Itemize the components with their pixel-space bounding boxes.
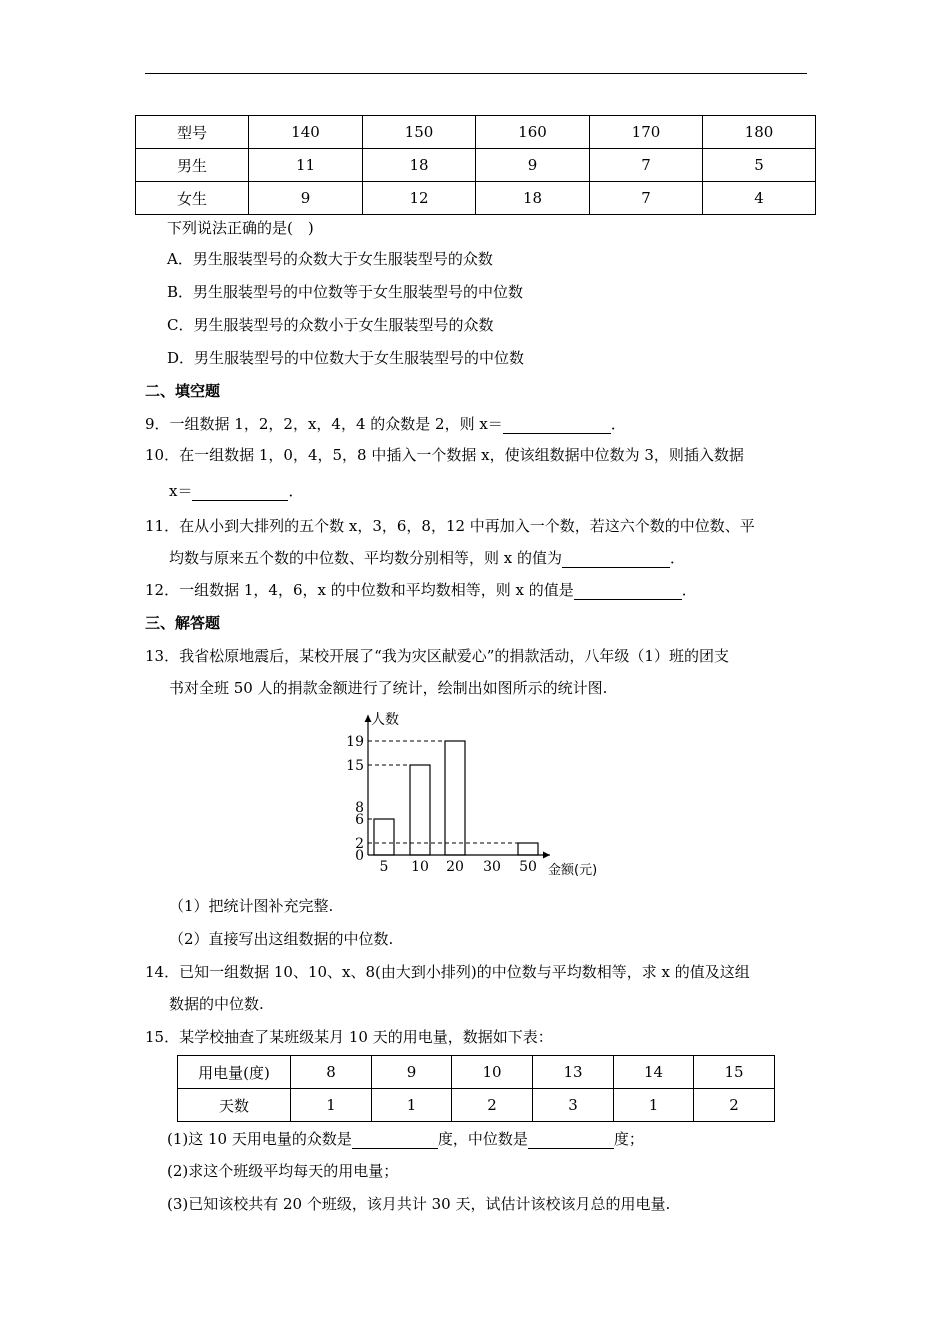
- question-8-prompt: 下列说法正确的是( ): [167, 219, 314, 237]
- option-d: D．男生服装型号的中位数大于女生服装型号的中位数: [167, 349, 525, 367]
- answer-blank: [192, 500, 288, 501]
- question-15-sub1: [167, 1129, 644, 1149]
- table-row: [136, 149, 816, 182]
- table-cell: 9: [372, 1056, 452, 1089]
- table-cell: 9: [476, 149, 590, 182]
- question-15-sub1-b: 度，中位数是: [437, 1130, 528, 1148]
- answer-blank: [352, 1148, 438, 1149]
- bar: [518, 843, 538, 855]
- question-10-text: x＝: [169, 482, 193, 500]
- table-row: [178, 1089, 775, 1122]
- table-cell: 2: [452, 1089, 533, 1122]
- table-cell: 8: [291, 1056, 372, 1089]
- y-tick-label: 19: [346, 734, 364, 750]
- table-cell: 170: [590, 116, 703, 149]
- table-cell: 2: [694, 1089, 775, 1122]
- table-cell: 7: [590, 149, 703, 182]
- question-10-end: ．: [288, 482, 304, 500]
- table-cell: 10: [452, 1056, 533, 1089]
- question-15-sub2: (2)求这个班级平均每天的用电量；: [167, 1162, 399, 1180]
- x-axis-label: 金额(元): [548, 863, 598, 878]
- table-cell: 1: [614, 1089, 694, 1122]
- answer-blank: [503, 433, 611, 434]
- table-cell: 18: [476, 182, 590, 215]
- table-row: [136, 182, 816, 215]
- y-tick-label: 8: [355, 800, 364, 816]
- y-tick-label: 2: [355, 836, 364, 852]
- table-cell: 13: [533, 1056, 614, 1089]
- question-14-line2: 数据的中位数.: [169, 995, 264, 1013]
- question-10-line2: [169, 481, 303, 501]
- question-11-line2: [169, 548, 685, 568]
- table-cell: 4: [703, 182, 816, 215]
- answer-blank: [562, 567, 670, 568]
- section-title-fill-blank: 二、填空题: [145, 382, 221, 400]
- table-cell: 14: [614, 1056, 694, 1089]
- table-cell: 180: [703, 116, 816, 149]
- question-12: [145, 580, 697, 600]
- table-header-row: [178, 1056, 775, 1089]
- section-title-solve: 三、解答题: [145, 614, 221, 632]
- table-cell: 150: [363, 116, 476, 149]
- table-cell: 男生: [136, 149, 249, 182]
- answer-blank: [574, 599, 682, 600]
- question-15-sub3: (3)已知该校共有 20 个班级，该月共计 30 天，试估计该校该月总的用电量.: [167, 1195, 671, 1213]
- question-13-sub1: （1）把统计图补充完整.: [169, 897, 334, 915]
- x-tick-label: 10: [411, 859, 429, 875]
- y-tick-label: 0: [355, 848, 364, 864]
- x-tick-label: 5: [379, 859, 389, 875]
- question-14-line1: 14．已知一组数据 10、10、x、8(由大到小排列)的中位数与平均数相等，求 x 的值及这组: [145, 963, 750, 981]
- question-12-text: 12．一组数据 1，4，6，x 的中位数和平均数相等，则 x 的值是: [145, 581, 574, 599]
- table-cell: 用电量(度): [178, 1056, 291, 1089]
- size-table: [135, 115, 816, 215]
- option-c: C．男生服装型号的众数小于女生服装型号的众数: [167, 316, 494, 334]
- question-15-sub1-a: (1)这 10 天用电量的众数是: [167, 1130, 352, 1148]
- table-cell: 天数: [178, 1089, 291, 1122]
- option-a: A．男生服装型号的众数大于女生服装型号的众数: [167, 250, 493, 268]
- table-cell: 9: [249, 182, 363, 215]
- x-tick-label: 30: [483, 859, 501, 875]
- question-11-end: ．: [670, 549, 686, 567]
- y-axis-label: 人数: [371, 712, 399, 728]
- table-cell: 女生: [136, 182, 249, 215]
- question-10-line1: 10．在一组数据 1，0，4，5，8 中插入一个数据 x，使该组数据中位数为 3，则插入数据: [145, 446, 744, 464]
- question-15-sub1-c: 度；: [613, 1130, 644, 1148]
- x-tick-label: 20: [446, 859, 464, 875]
- table-cell: 7: [590, 182, 703, 215]
- y-tick-label: 15: [346, 758, 364, 774]
- table-cell: 140: [249, 116, 363, 149]
- question-9-text: 9．一组数据 1，2，2，x，4，4 的众数是 2，则 x＝: [145, 415, 503, 433]
- y-tick-label: 6: [355, 812, 364, 828]
- header-rule: [145, 73, 807, 74]
- bar: [374, 819, 394, 855]
- question-13-sub2: （2）直接写出这组数据的中位数.: [169, 930, 394, 948]
- table-cell: 15: [694, 1056, 775, 1089]
- table-cell: 3: [533, 1089, 614, 1122]
- question-11-line1: 11．在从小到大排列的五个数 x，3，6，8，12 中再加入一个数，若这六个数的中位数、平: [145, 517, 755, 535]
- question-12-end: ．: [681, 581, 697, 599]
- donation-bar-chart: [340, 705, 620, 885]
- table-cell: 型号: [136, 116, 249, 149]
- question-13-line1: 13．我省松原地震后，某校开展了“我为灾区献爱心”的捐款活动，八年级（1）班的团支: [145, 647, 729, 665]
- question-11-text: 均数与原来五个数的中位数、平均数分别相等，则 x 的值为: [169, 549, 562, 567]
- table-cell: 1: [291, 1089, 372, 1122]
- table-cell: 160: [476, 116, 590, 149]
- table-cell: 11: [249, 149, 363, 182]
- question-9-end: ．: [610, 415, 626, 433]
- bar: [445, 741, 465, 855]
- answer-blank: [528, 1148, 614, 1149]
- table-cell: 18: [363, 149, 476, 182]
- bar: [410, 765, 430, 855]
- option-b: B．男生服装型号的中位数等于女生服装型号的中位数: [167, 283, 524, 301]
- question-13-line2: 书对全班 50 人的捐款金额进行了统计，绘制出如图所示的统计图.: [169, 679, 608, 697]
- electricity-table: [177, 1055, 775, 1122]
- question-15-intro: 15．某学校抽查了某班级某月 10 天的用电量，数据如下表：: [145, 1028, 553, 1046]
- table-header-row: [136, 116, 816, 149]
- table-cell: 1: [372, 1089, 452, 1122]
- x-tick-label: 50: [519, 859, 537, 875]
- table-cell: 12: [363, 182, 476, 215]
- question-9: [145, 414, 626, 434]
- table-cell: 5: [703, 149, 816, 182]
